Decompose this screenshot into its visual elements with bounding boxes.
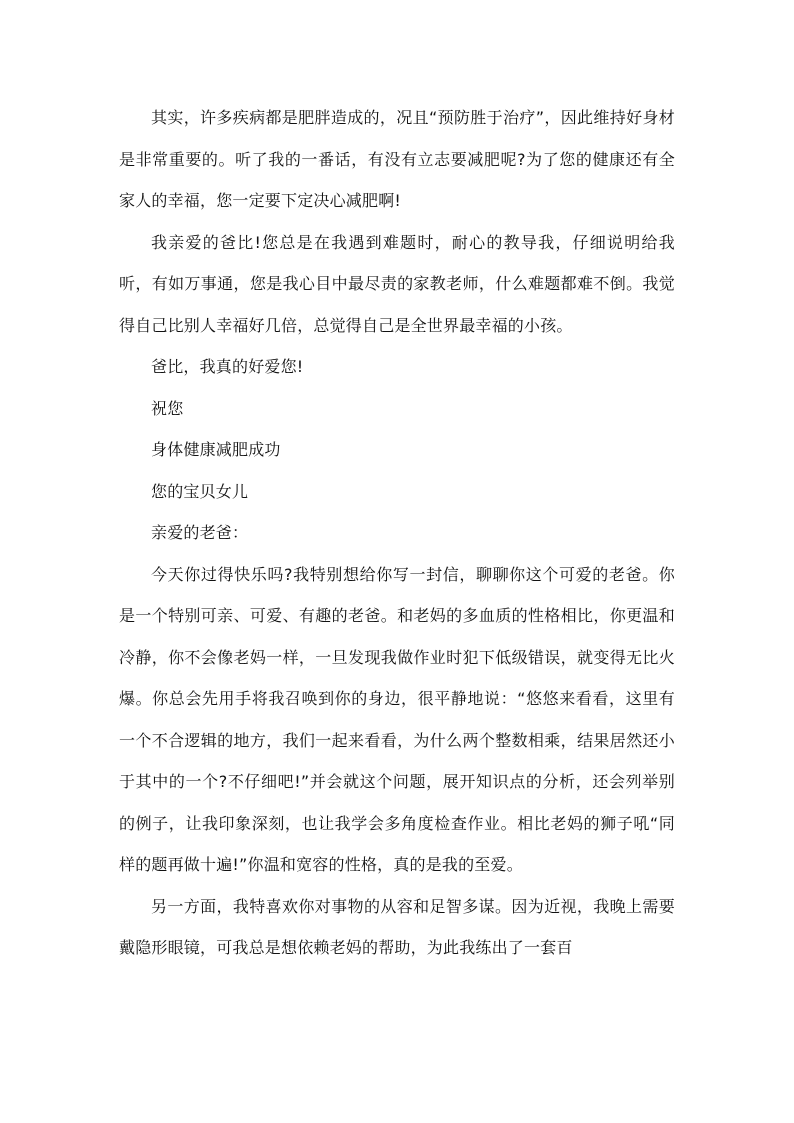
signature: 您的宝贝女儿 bbox=[151, 481, 249, 501]
paragraph-love-dad: 爸比，我真的好爱您! bbox=[151, 357, 304, 376]
closing-salutation: 祝您 bbox=[151, 398, 184, 418]
letter-greeting: 亲爱的老爸： bbox=[151, 523, 249, 542]
paragraph-another-aspect: 另一方面，我特喜欢你对事物的从容和足智多谋。因为近视，我晚上需要戴隐形眼镜，可我总是想依赖老妈的帮助，为此我练出了一套百 bbox=[119, 896, 675, 957]
paragraph-dad-tutor: 我亲爱的爸比!您总是在我遇到难题时，耐心的教导我，仔细说明给我听，有如万事通，您是我心目中最尽责的家教老师，什么难题都难不倒。我觉得自己比别人幸福好几倍，总觉得自己是全世界最幸福的小孩。 bbox=[119, 232, 675, 335]
paragraph-letter-body: 今天你过得快乐吗?我特别想给你写一封信，聊聊你这个可爱的老爸。你是一个特别可亲、可爱、有趣的老爸。和老妈的多血质的性格相比，你更温和冷静，你不会像老妈一样，一旦发现我做作业时犯下低级错误，就变得无比火爆。你总会先用手将我召唤到你的身边，很平静地说：“悠悠来看看，这里有一个不合逻辑的地方，我们一起来看看，为什么两个整数相乘，结果居然还小于其中的一个?不仔细吧!”并会就这个问题，展开知识点的分析，还会列举别的例子，让我印象深刻，也让我学会多角度检查作业。相比老妈的狮子吼“同样的题再做十遍!”你温和宽容的性格，真的是我的至爱。 bbox=[119, 564, 675, 874]
closing-wish: 身体健康减肥成功 bbox=[151, 440, 281, 459]
document-body bbox=[119, 97, 675, 969]
paragraph-obesity-health: 其实，许多疾病都是肥胖造成的，况且“预防胜于治疗”，因此维持好身材是非常重要的。听了我的一番话，有没有立志要减肥呢?为了您的健康还有全家人的幸福，您一定要下定决心减肥啊! bbox=[119, 108, 675, 210]
